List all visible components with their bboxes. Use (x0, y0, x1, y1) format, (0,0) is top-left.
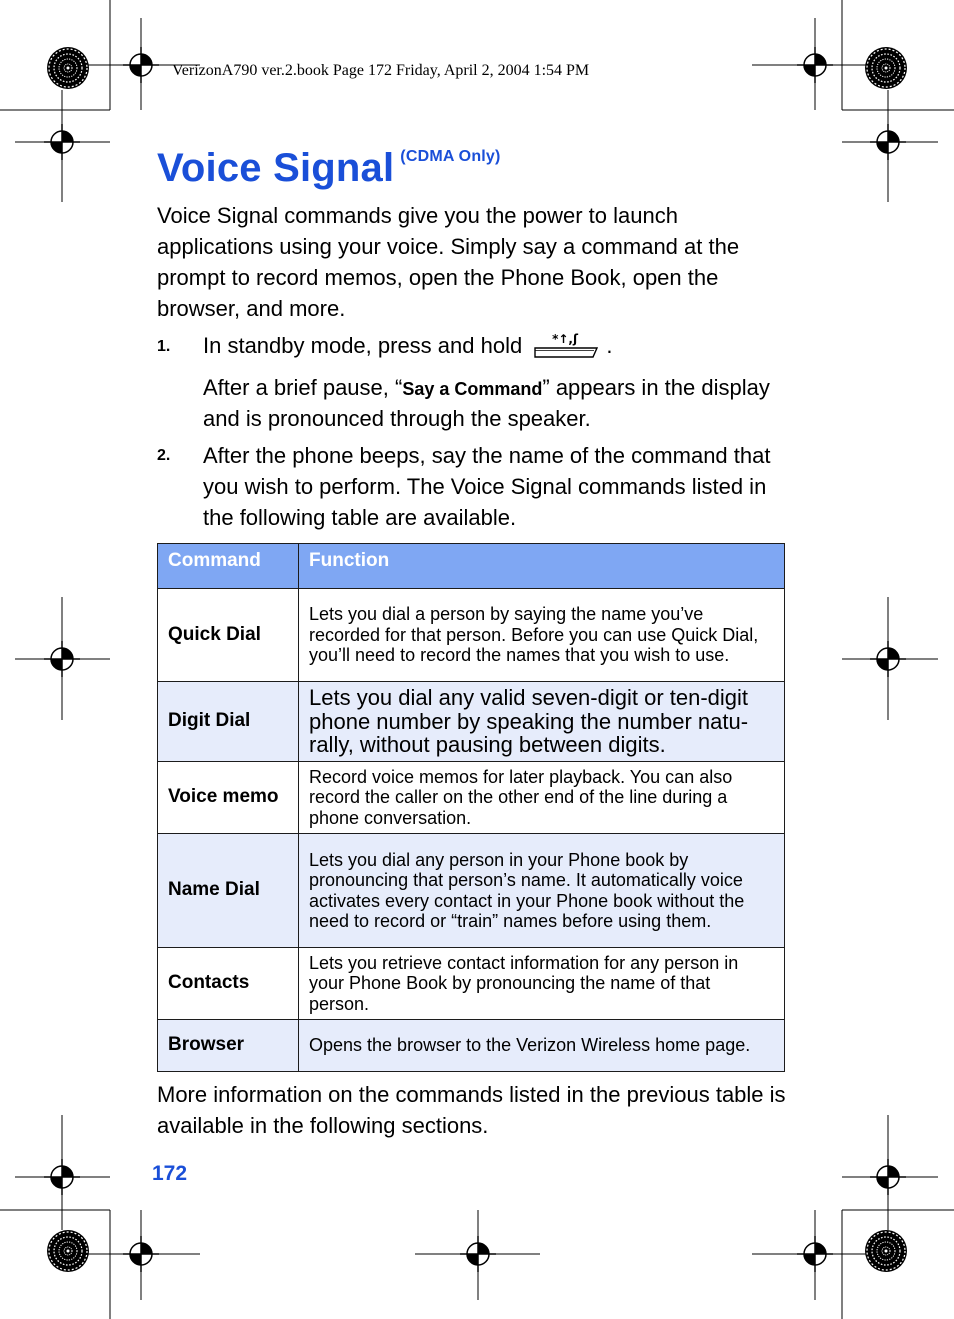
star-shift-key-icon (532, 331, 602, 367)
table-row (158, 762, 785, 834)
step-1-period: . (606, 333, 613, 358)
command-name: Digit Dial (158, 682, 299, 762)
step-1-note-suffix: ” appears in the display and is pronounced through the speaker. (203, 375, 770, 431)
step-1-note-prefix: After a brief pause, “ (203, 375, 403, 400)
table-row (158, 834, 785, 948)
table-row (158, 682, 785, 762)
table-row (158, 1020, 785, 1072)
command-function: Lets you retrieve contact information for any person in your Phone Book by pronouncing the name of that person. (299, 948, 785, 1020)
command-name: Contacts (158, 948, 299, 1020)
step-1-text (203, 330, 788, 367)
step-1-instruction: In standby mode, press and hold (203, 333, 523, 358)
table-row (158, 589, 785, 682)
column-header-command: Command (158, 544, 299, 589)
svg-text:*↑,ʃ: *↑,ʃ (552, 332, 579, 346)
page-title-main: Voice Signal (157, 146, 395, 190)
intro-paragraph: Voice Signal commands give you the power to launch applications using your voice. Simply say a command at the prompt to record memos, open the Phone Book, open the browser, and more. (157, 203, 740, 321)
command-name: Voice memo (158, 762, 299, 834)
table-header-row (158, 544, 785, 589)
command-name: Quick Dial (158, 589, 299, 682)
page-title (157, 146, 501, 191)
step-2-text: After the phone beeps, say the name of the command that you wish to perform. The Voice Signal commands listed in the following table are available. (203, 443, 771, 530)
command-name: Name Dial (158, 834, 299, 948)
command-function: Lets you dial any valid seven-digit or ten-digit phone number by speaking the number natu-rally, without pausing between digits. (299, 682, 785, 762)
command-function: Lets you dial a person by saying the name you’ve recorded for that person. Before you can use Quick Dial, you’ll need to record the names that you wish to use. (299, 589, 785, 682)
command-function: Record voice memos for later playback. You can also record the caller on the other end of the line during a phone conversation. (299, 762, 785, 834)
command-name: Browser (158, 1020, 299, 1072)
book-info-header: VerizonA790 ver.2.book Page 172 Friday, April 2, 2004 1:54 PM (172, 62, 590, 79)
voice-command-table (157, 543, 785, 1072)
page-title-qualifier: (CDMA Only) (400, 148, 501, 165)
say-a-command-prompt: Say a Command (402, 379, 543, 399)
column-header-function: Function (299, 544, 785, 589)
page-number: 172 (152, 1162, 188, 1185)
outro-paragraph: More information on the commands listed in the previous table is available in the following sections. (157, 1082, 786, 1138)
command-function: Lets you dial any person in your Phone book by pronouncing that person’s name. It automatically voice activates every contact in your Phone book without the need to record or “train” names before using them. (299, 834, 785, 948)
step-1-number: 1. (157, 338, 171, 355)
command-function: Opens the browser to the Verizon Wireless home page. (299, 1020, 785, 1072)
step-2-number: 2. (157, 447, 171, 464)
table-row (158, 948, 785, 1020)
step-1-note (203, 373, 788, 433)
